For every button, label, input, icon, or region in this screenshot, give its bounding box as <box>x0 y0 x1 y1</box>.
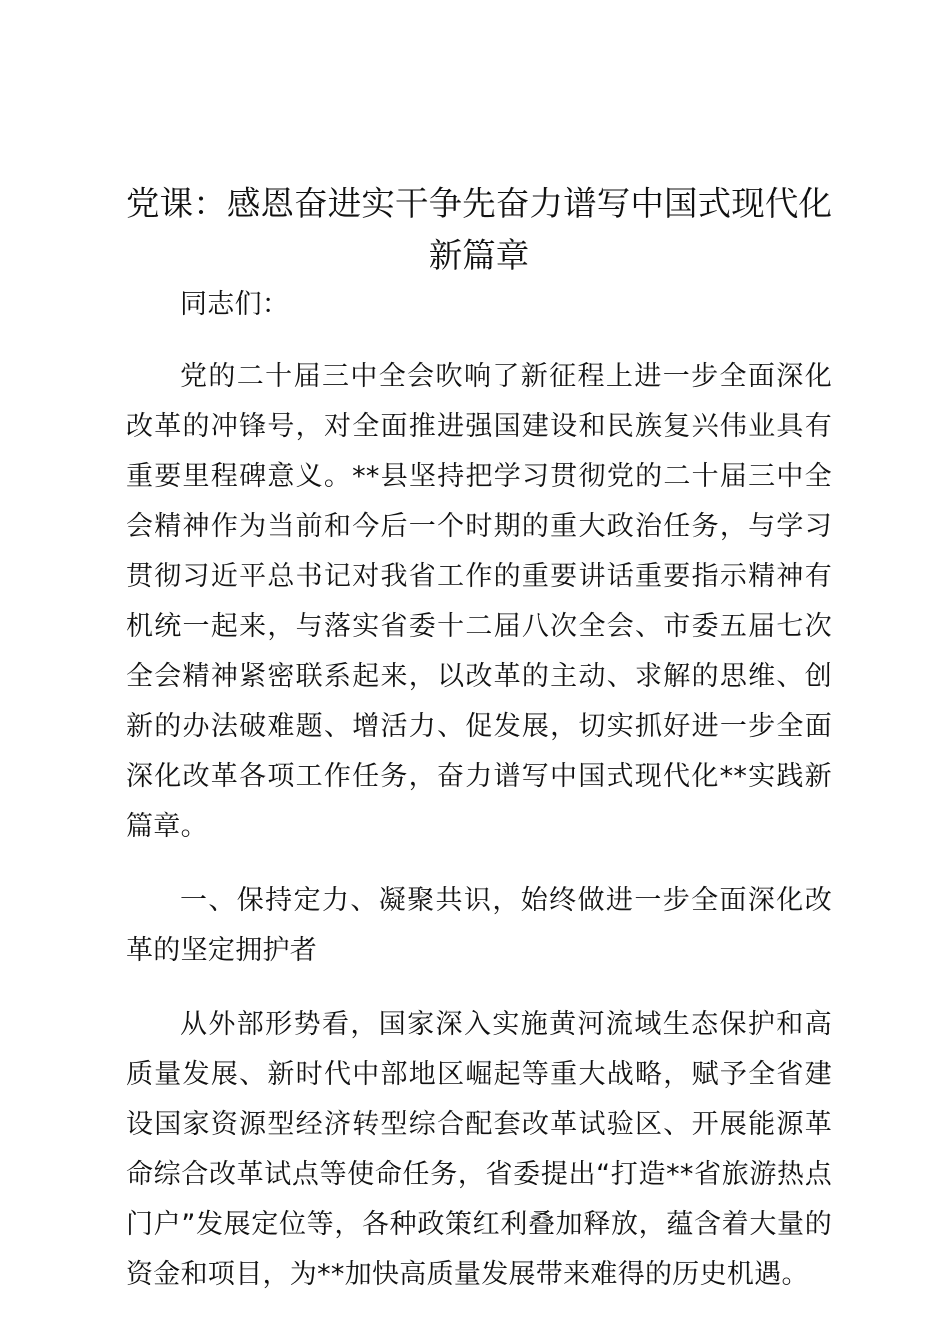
document-body <box>126 280 832 1300</box>
section-heading-1: 一、保持定力、凝聚共识，始终做进一步全面深化改革的坚定拥护者 <box>126 885 832 966</box>
body-paragraph-1: 党的二十届三中全会吹响了新征程上进一步全面深化改革的冲锋号，对全面推进强国建设和民族复兴伟业具有重要里程碑意义。**县坚持把学习贯彻党的二十届三中全会精神作为当前和今后一个时期的重大政治任务，与学习贯彻习近平总书记对我省工作的重要讲话重要指示精神有机统一起来，与落实省委十二届八次全会、市委五届七次全会精神紧密联系起来，以改革的主动、求解的思维、创新的办法破难题、增活力、促发展，切实抓好进一步全面深化改革各项工作任务，奋力谱写中国式现代化**实践新篇章。 <box>126 361 832 842</box>
document-title: 党课：感恩奋进实干争先奋力谱写中国式现代化新篇章 <box>126 184 832 275</box>
salutation: 同志们： <box>180 289 290 320</box>
body-paragraph-2: 从外部形势看，国家深入实施黄河流域生态保护和高质量发展、新时代中部地区崛起等重大战略，赋予全省建设国家资源型经济转型综合配套改革试验区、开展能源革命综合改革试点等使命任务，省委提出“打造**省旅游热点门户”发展定位等，各种政策红利叠加释放，蕴含着大量的资金和项目，为**加快高质量发展带来难得的历史机遇。 <box>126 1009 832 1290</box>
